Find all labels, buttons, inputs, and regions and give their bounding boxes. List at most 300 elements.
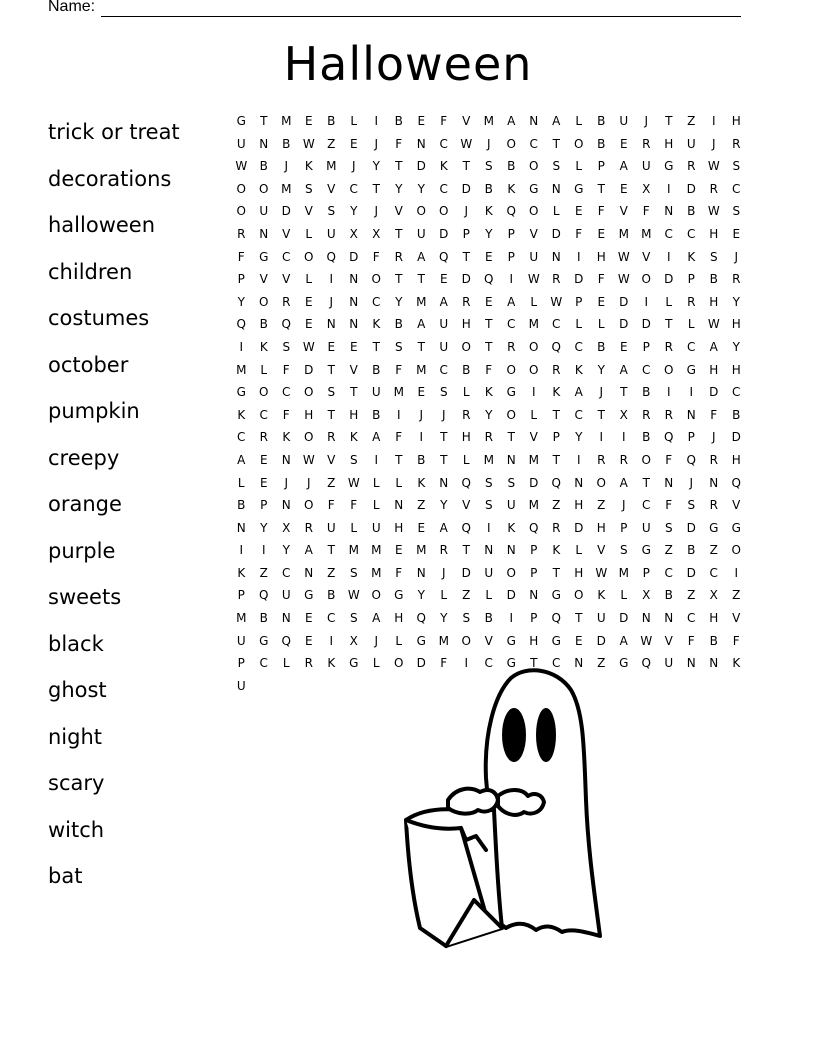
grid-letter: K [574,362,583,377]
grid-letter: B [642,385,651,400]
name-label: Name: [48,0,96,15]
grid-letter: D [709,385,719,400]
grid-letter: Q [664,430,674,445]
grid-letter: J [599,385,604,400]
grid-letter: K [507,181,516,196]
grid-letter: L [530,407,538,422]
grid-letter: N [551,181,561,196]
grid-letter: O [304,385,314,400]
grid-letter: I [261,543,266,558]
grid-letter: P [620,520,628,535]
grid-letter: V [597,543,606,558]
grid-letter: X [642,588,651,603]
grid-letter: N [529,114,539,128]
word-list-item: children [48,259,133,284]
grid-letter: F [327,498,335,513]
grid-letter: F [485,362,493,377]
grid-letter: O [394,656,404,671]
grid-letter: B [597,339,606,354]
grid-letter: K [507,520,516,535]
grid-letter: F [732,633,740,648]
grid-letter: B [259,317,268,332]
grid-letter: X [619,407,628,422]
grid-letter: R [619,452,628,467]
grid-letter: C [642,498,651,513]
grid-letter: M [528,452,539,467]
grid-letter: E [349,339,358,354]
grid-letter: B [709,272,718,287]
grid-letter: M [281,181,292,196]
grid-letter: U [596,611,606,626]
grid-letter: Y [417,588,425,603]
grid-letter: T [507,430,515,445]
grid-letter: N [236,520,246,535]
grid-letter: I [711,114,716,128]
grid-letter: U [281,588,291,603]
grid-letter: L [395,633,403,648]
word-list-item: witch [48,817,105,842]
grid-letter: G [664,159,674,174]
grid-letter: U [664,656,674,671]
grid-letter: Y [417,181,425,196]
grid-letter: C [552,656,561,671]
grid-letter: O [641,272,651,287]
grid-letter: O [529,204,539,219]
grid-letter: O [259,385,269,400]
grid-letter: O [461,633,471,648]
grid-letter: R [642,407,651,422]
grid-letter: H [304,407,314,422]
grid-letter: G [731,520,741,535]
grid-letter: C [642,362,651,377]
grid-letter: R [687,159,696,174]
grid-letter: I [374,452,379,467]
grid-letter: A [439,294,448,309]
grid-letter: K [597,588,606,603]
grid-letter: I [666,249,671,264]
grid-letter: O [529,339,539,354]
grid-letter: J [419,407,424,422]
grid-letter: T [665,114,673,128]
grid-letter: O [574,588,584,603]
grid-letter: T [665,317,673,332]
grid-letter: B [597,136,606,151]
grid-letter: H [709,611,719,626]
grid-letter: J [306,475,311,490]
grid-letter: K [327,656,336,671]
grid-letter: I [689,385,694,400]
grid-letter: E [574,633,583,648]
grid-letter: L [665,294,673,309]
grid-letter: H [461,430,471,445]
grid-letter: V [664,633,673,648]
name-field[interactable] [48,0,741,17]
grid-letter: I [644,294,649,309]
grid-letter: O [529,362,539,377]
grid-letter: T [462,159,470,174]
grid-letter: E [304,294,313,309]
ghost-illustration [386,660,616,950]
grid-letter: Q [551,475,561,490]
grid-letter: T [417,272,425,287]
grid-letter: E [439,272,448,287]
grid-letter: N [259,226,269,241]
grid-letter: T [395,272,403,287]
grid-letter: Y [260,520,268,535]
grid-letter: C [687,226,696,241]
grid-letter: G [349,656,359,671]
grid-letter: D [574,272,584,287]
grid-letter: R [304,656,313,671]
grid-letter: D [686,520,696,535]
grid-letter: A [417,317,426,332]
grid-letter: C [259,656,268,671]
grid-letter: M [416,362,427,377]
grid-letter: F [395,136,403,151]
grid-letter: N [641,611,651,626]
grid-letter: X [372,226,381,241]
grid-letter: N [574,475,584,490]
grid-letter: P [237,588,245,603]
grid-letter: L [237,475,245,490]
grid-letter: W [347,588,360,603]
grid-letter: L [372,475,380,490]
grid-letter: C [259,407,268,422]
grid-letter: D [304,362,314,377]
grid-letter: S [552,159,561,174]
grid-letter: T [530,656,538,671]
grid-letter: F [597,272,605,287]
grid-letter: O [506,362,516,377]
grid-letter: Z [462,588,471,603]
grid-letter: N [349,317,359,332]
grid-letter: T [575,611,583,626]
grid-letter: K [372,317,381,332]
grid-letter: I [666,385,671,400]
grid-letter: B [484,611,493,626]
grid-letter: A [417,249,426,264]
grid-letter: M [618,565,629,580]
grid-letter: Q [551,339,561,354]
grid-letter: S [664,520,673,535]
grid-letter: J [734,249,739,264]
grid-letter: I [329,272,334,287]
grid-letter: B [462,362,471,377]
grid-letter: F [665,498,673,513]
grid-letter: N [506,543,516,558]
grid-letter: G [686,362,696,377]
grid-letter: R [484,430,493,445]
grid-letter: L [305,272,313,287]
grid-letter: R [552,520,561,535]
grid-letter: V [484,633,493,648]
grid-letter: V [349,362,358,377]
grid-letter: I [464,656,469,671]
grid-letter: K [439,159,448,174]
grid-letter: Z [417,498,426,513]
grid-letter: F [395,362,403,377]
grid-letter: C [687,339,696,354]
grid-letter: J [711,136,716,151]
grid-letter: V [304,204,313,219]
grid-letter: O [259,294,269,309]
grid-letter: R [439,543,448,558]
grid-letter: V [282,226,291,241]
grid-letter: P [237,272,245,287]
grid-letter: B [687,204,696,219]
grid-letter: D [686,181,696,196]
grid-letter: P [237,656,245,671]
grid-letter: W [617,249,630,264]
grid-letter: E [484,294,493,309]
grid-letter: T [552,407,560,422]
grid-letter: I [239,339,244,354]
grid-letter: H [731,114,741,128]
grid-letter: N [709,475,719,490]
grid-letter: R [552,272,561,287]
grid-letter: E [394,543,403,558]
grid-letter: C [237,430,246,445]
grid-letter: D [416,656,426,671]
grid-letter: R [687,294,696,309]
grid-letter: N [664,475,674,490]
grid-letter: T [597,407,605,422]
grid-letter: S [327,204,336,219]
grid-letter: H [394,611,404,626]
grid-letter: D [619,611,629,626]
grid-letter: C [484,656,493,671]
grid-letter: X [349,226,358,241]
grid-letter: R [597,452,606,467]
word-list-item: creepy [48,445,120,470]
grid-letter: V [642,249,651,264]
grid-letter: N [326,317,336,332]
grid-letter: S [484,475,493,490]
grid-letter: N [304,565,314,580]
grid-letter: J [644,114,649,128]
grid-letter: V [529,226,538,241]
grid-letter: H [709,226,719,241]
grid-letter: G [529,181,539,196]
grid-letter: B [687,543,696,558]
grid-letter: W [707,204,720,219]
grid-letter: Y [597,362,605,377]
grid-letter: D [596,633,606,648]
grid-letter: L [485,588,493,603]
grid-letter: T [485,339,493,354]
grid-letter: U [371,385,381,400]
grid-letter: T [552,136,560,151]
word-list-item: october [48,352,129,377]
grid-letter: B [259,611,268,626]
grid-letter: E [619,136,628,151]
grid-letter: G [506,656,516,671]
grid-letter: E [259,452,268,467]
word-list-item: halloween [48,213,156,237]
grid-letter: H [574,498,584,513]
grid-letter: Y [395,294,403,309]
grid-letter: R [462,294,471,309]
grid-letter: Y [440,498,448,513]
grid-letter: E [484,249,493,264]
word-list-item: ghost [48,678,107,702]
grid-letter: X [642,181,651,196]
grid-letter: L [597,317,605,332]
grid-letter: H [574,565,584,580]
grid-letter: Y [237,294,245,309]
grid-letter: R [552,362,561,377]
grid-letter: V [462,498,471,513]
grid-letter: H [394,520,404,535]
grid-letter: P [552,430,560,445]
grid-letter: O [304,249,314,264]
grid-letter: Z [687,588,696,603]
grid-letter: U [236,136,246,151]
grid-letter: B [259,159,268,174]
grid-letter: C [529,136,538,151]
grid-letter: T [395,452,403,467]
grid-letter: J [374,136,379,151]
grid-letter: P [597,159,605,174]
grid-letter: A [304,543,313,558]
grid-letter: D [664,272,674,287]
grid-letter: N [551,249,561,264]
grid-letter: G [551,633,561,648]
grid-letter: G [709,520,719,535]
grid-letter: O [731,543,741,558]
grid-letter: Y [575,430,583,445]
grid-letter: T [395,226,403,241]
grid-letter: V [732,498,741,513]
grid-letter: L [462,452,470,467]
page-title: Halloween [283,37,533,91]
grid-letter: M [236,611,247,626]
word-list-item: pumpkin [48,399,140,423]
grid-letter: W [347,475,360,490]
grid-letter: C [439,362,448,377]
grid-letter: Y [732,294,740,309]
grid-letter: F [237,249,245,264]
grid-letter: S [304,181,313,196]
grid-letter: Q [551,611,561,626]
grid-letter: W [707,159,720,174]
grid-letter: O [259,181,269,196]
grid-letter: F [282,362,290,377]
grid-letter: N [439,475,449,490]
grid-letter: N [281,452,291,467]
grid-letter: N [529,588,539,603]
grid-letter: M [618,226,629,241]
grid-letter: U [686,136,696,151]
grid-letter: Y [440,611,448,626]
grid-letter: A [619,475,628,490]
grid-letter: D [641,317,651,332]
grid-letter: U [439,339,449,354]
grid-letter: V [394,204,403,219]
grid-letter: M [483,452,494,467]
grid-letter: D [506,588,516,603]
grid-letter: Z [327,565,336,580]
grid-letter: C [282,565,291,580]
grid-letter: G [416,633,426,648]
grid-letter: U [484,565,494,580]
grid-letter: W [460,136,473,151]
grid-letter: M [371,543,382,558]
grid-letter: G [259,249,269,264]
grid-letter: R [709,181,718,196]
grid-letter: L [530,294,538,309]
grid-letter: N [484,543,494,558]
grid-letter: O [236,181,246,196]
grid-letter: K [732,656,741,671]
grid-letter: C [664,226,673,241]
grid-letter: J [621,498,626,513]
grid-letter: S [349,452,358,467]
grid-letter: E [349,136,358,151]
grid-letter: B [372,407,381,422]
grid-letter: Q [506,204,516,219]
grid-letter: Q [686,452,696,467]
name-underline[interactable] [101,1,741,17]
grid-letter: C [552,317,561,332]
grid-letter: S [619,543,628,558]
grid-letter: Q [281,317,291,332]
grid-letter: C [372,294,381,309]
grid-letter: S [732,159,741,174]
grid-letter: T [620,385,628,400]
grid-letter: D [439,226,449,241]
grid-letter: P [260,498,268,513]
grid-letter: L [575,114,583,128]
grid-letter: N [664,204,674,219]
grid-letter: O [236,204,246,219]
grid-letter: Q [484,272,494,287]
grid-letter: N [349,294,359,309]
grid-letter: I [419,430,424,445]
grid-letter: G [641,543,651,558]
grid-letter: L [687,317,695,332]
grid-letter: T [642,475,650,490]
grid-letter: W [617,272,630,287]
word-list-item: decorations [48,166,172,191]
grid-letter: O [506,407,516,422]
grid-letter: J [284,475,289,490]
grid-letter: M [236,362,247,377]
grid-letter: P [575,294,583,309]
grid-letter: C [574,407,583,422]
grid-letter: R [732,272,741,287]
grid-letter: D [529,475,539,490]
grid-letter: I [734,565,739,580]
grid-letter: T [372,339,380,354]
word-list-item: purple [48,538,116,563]
grid-letter: Z [597,656,606,671]
grid-letter: P [530,543,538,558]
grid-letter: P [642,339,650,354]
grid-letter: F [597,204,605,219]
grid-letter: R [732,136,741,151]
letter-grid [230,110,748,697]
grid-letter: E [619,181,628,196]
grid-letter: H [349,407,359,422]
word-list-item: bat [48,864,83,888]
grid-letter: S [484,498,493,513]
grid-letter: A [574,385,583,400]
grid-letter: G [574,181,584,196]
grid-letter: B [327,588,336,603]
grid-letter: W [707,317,720,332]
grid-letter: H [461,317,471,332]
